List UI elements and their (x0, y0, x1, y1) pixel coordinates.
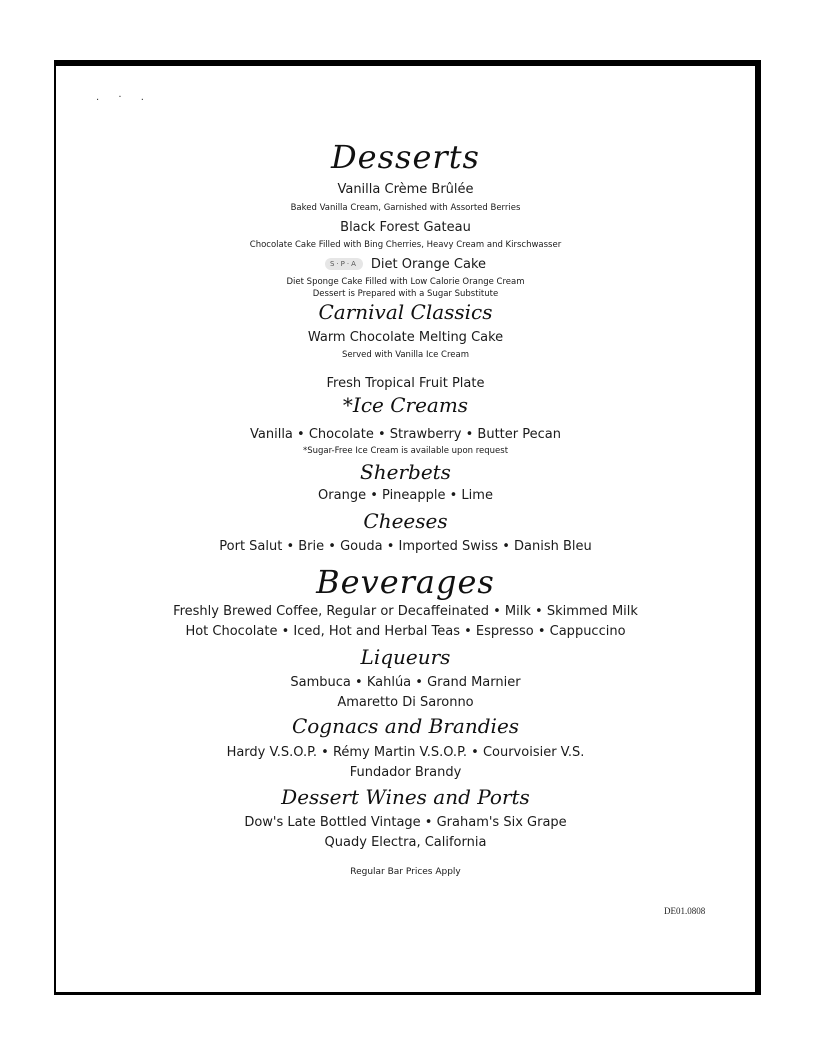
beverages-line: Hot Chocolate • Iced, Hot and Herbal Teas • Espresso • Cappuccino (185, 624, 626, 639)
cognacs-line: Hardy V.S.O.P. • Rémy Martin V.S.O.P. • Courvoisier V.S. (226, 745, 585, 760)
dessert-item-desc: Chocolate Cake Filled with Bing Cherries, Heavy Cream and Kirschwasser (249, 240, 562, 250)
ice-creams-list: Vanilla • Chocolate • Strawberry • Butter Pecan (250, 427, 561, 442)
dessert-item-desc: Diet Sponge Cake Filled with Low Calorie Orange Cream (286, 277, 525, 287)
cheeses-list: Port Salut • Brie • Gouda • Imported Swiss • Danish Bleu (219, 539, 592, 554)
dessert-wines-line: Quady Electra, California (324, 835, 487, 850)
dessert-wines-heading: Dessert Wines and Ports (281, 785, 530, 809)
liqueurs-heading: Liqueurs (360, 645, 451, 669)
bar-prices-note: Regular Bar Prices Apply (350, 867, 461, 877)
classic-item-name: Warm Chocolate Melting Cake (307, 330, 504, 345)
carnival-classics-heading: Carnival Classics (318, 300, 493, 324)
liqueurs-line: Amaretto Di Saronno (337, 695, 474, 710)
dessert-wines-line: Dow's Late Bottled Vintage • Graham's Six Grape (244, 815, 567, 830)
dessert-item-name: Diet Orange Cake (370, 257, 487, 272)
beverages-heading: Beverages (316, 563, 495, 601)
ice-creams-note: *Sugar-Free Ice Cream is available upon request (302, 446, 509, 456)
page-border-bottom (54, 992, 761, 995)
classic-item-desc: Served with Vanilla Ice Cream (341, 350, 470, 360)
dessert-item-name: Black Forest Gateau (340, 220, 471, 235)
dessert-item-name: Vanilla Crème Brûlée (337, 182, 474, 197)
liqueurs-line: Sambuca • Kahlúa • Grand Marnier (290, 675, 521, 690)
beverages-line: Freshly Brewed Coffee, Regular or Decaffeinated • Milk • Skimmed Milk (173, 604, 638, 619)
dessert-item-row (56, 257, 755, 272)
page-border-top (54, 60, 761, 66)
sherbets-list: Orange • Pineapple • Lime (318, 488, 493, 503)
dessert-item-desc: Dessert is Prepared with a Sugar Substitute (312, 289, 499, 299)
ice-creams-heading: *Ice Creams (342, 393, 469, 417)
desserts-heading: Desserts (331, 138, 480, 176)
dessert-item-desc: Baked Vanilla Cream, Garnished with Assorted Berries (290, 203, 521, 213)
classic-item-name: Fresh Tropical Fruit Plate (326, 376, 485, 391)
document-code: DE01.0808 (664, 906, 706, 916)
scan-specks: . · . (96, 92, 152, 103)
sherbets-heading: Sherbets (360, 460, 451, 484)
cognacs-heading: Cognacs and Brandies (291, 714, 520, 738)
spa-badge-icon: S·P·A (325, 258, 363, 270)
cognacs-line: Fundador Brandy (349, 765, 462, 780)
cheeses-heading: Cheeses (363, 509, 448, 533)
page-border-right (755, 60, 761, 995)
